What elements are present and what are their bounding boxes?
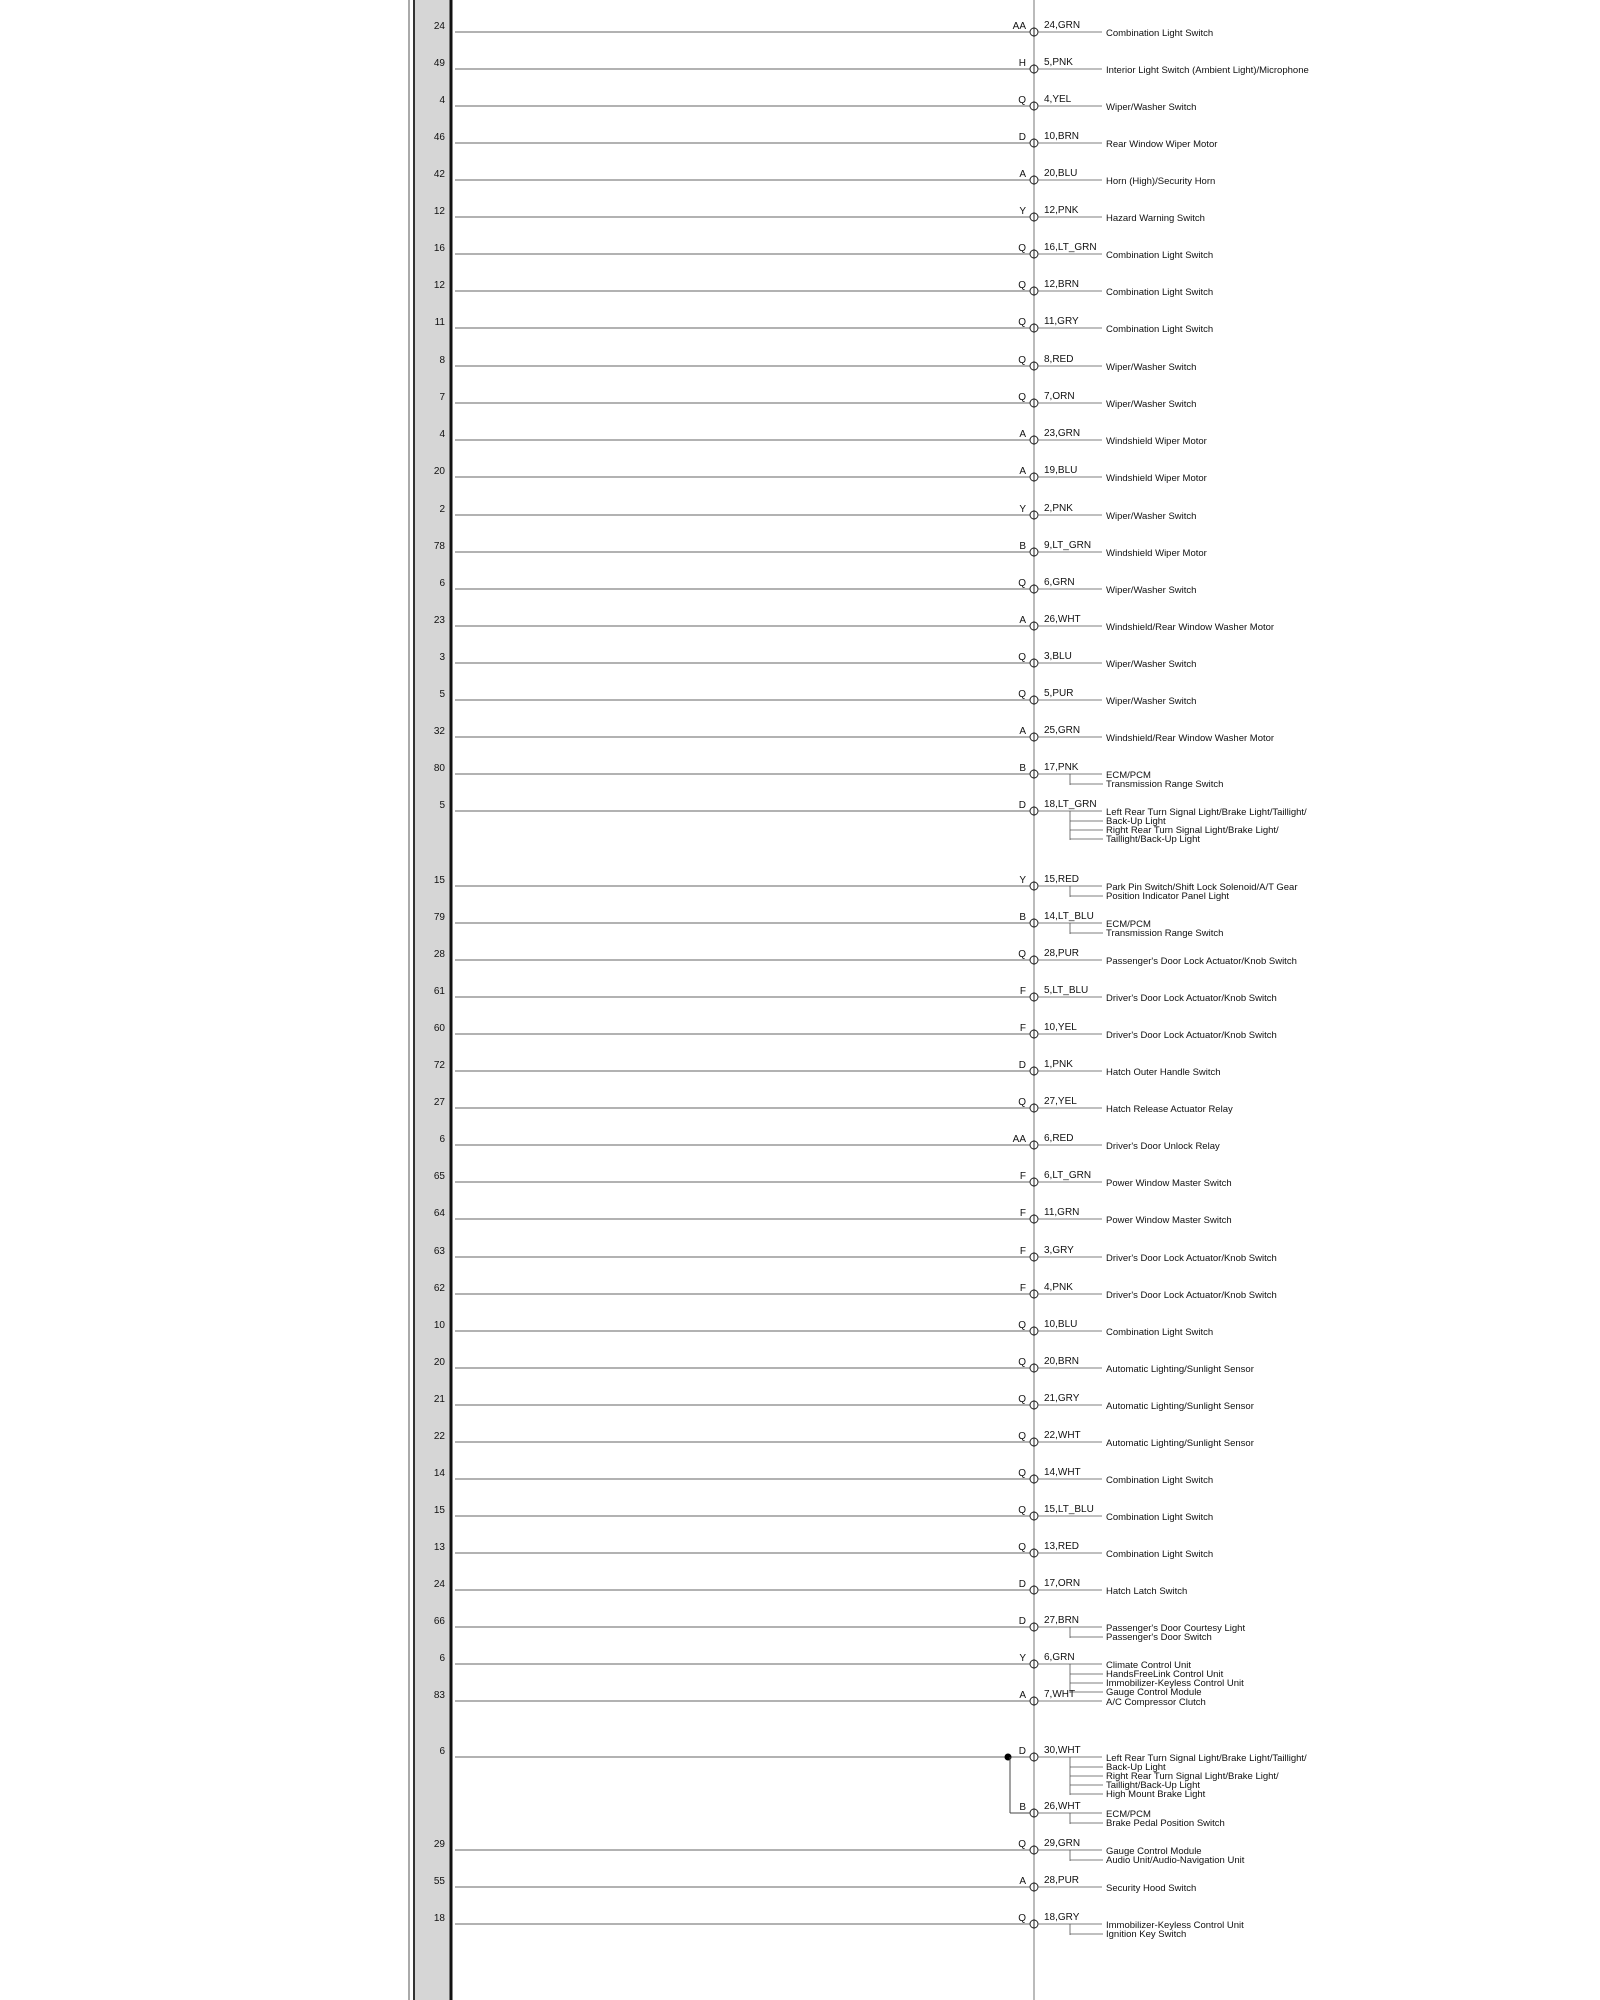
wire-label: 11,GRN <box>1044 1207 1080 1218</box>
destination-label: Right Rear Turn Signal Light/Brake Light/ <box>1106 1771 1279 1782</box>
pin-number: 12 <box>433 206 445 217</box>
wire-label: 4,PNK <box>1044 1282 1073 1293</box>
connector-code: D <box>1018 1616 1026 1627</box>
pin-number: 20 <box>433 466 445 477</box>
connector-code: Q <box>1018 243 1026 254</box>
destination-label: Power Window Master Switch <box>1106 1178 1232 1189</box>
destination-label: HandsFreeLink Control Unit <box>1106 1669 1224 1680</box>
destination-label: Combination Light Switch <box>1106 1549 1214 1560</box>
connector-code: Q <box>1018 1097 1026 1108</box>
destination-label: Driver's Door Lock Actuator/Knob Switch <box>1106 993 1277 1004</box>
wire-label: 28,PUR <box>1044 948 1080 959</box>
connector-code: B <box>1019 541 1026 552</box>
pin-number: 24 <box>433 21 445 32</box>
destination-label: Gauge Control Module <box>1106 1846 1202 1857</box>
connector-code: F <box>1019 1208 1026 1219</box>
pin-number: 60 <box>433 1023 445 1034</box>
pin-number: 20 <box>433 1357 445 1368</box>
destination-label: Driver's Door Lock Actuator/Knob Switch <box>1106 1253 1277 1264</box>
destination-label: Passenger's Door Switch <box>1106 1632 1212 1643</box>
connector-code: F <box>1019 1171 1026 1182</box>
wire-label: 6,LT_GRN <box>1044 1170 1092 1181</box>
destination-label: Climate Control Unit <box>1106 1660 1191 1671</box>
destination-label: Passenger's Door Lock Actuator/Knob Switch <box>1106 956 1297 967</box>
pin-number: 29 <box>433 1839 445 1850</box>
destination-label: Driver's Door Unlock Relay <box>1106 1141 1220 1152</box>
wire-label: 10,BRN <box>1044 131 1080 142</box>
destination-label: High Mount Brake Light <box>1106 1789 1206 1800</box>
connector-code: Q <box>1018 1431 1026 1442</box>
pin-number: 14 <box>433 1468 445 1479</box>
wire-label: 15,RED <box>1044 874 1080 885</box>
pin-number: 62 <box>433 1283 445 1294</box>
connector-code: Q <box>1018 1913 1026 1924</box>
destination-label: Hatch Latch Switch <box>1106 1586 1188 1597</box>
destination-label: Wiper/Washer Switch <box>1106 399 1197 410</box>
wire-label: 4,YEL <box>1044 94 1072 105</box>
wire-label: 19,BLU <box>1044 465 1078 476</box>
destination-label: Left Rear Turn Signal Light/Brake Light/Taillight/ <box>1106 807 1307 818</box>
connector-code: Q <box>1018 280 1026 291</box>
destination-label: Hazard Warning Switch <box>1106 213 1205 224</box>
pin-number: 12 <box>433 280 445 291</box>
pin-number: 49 <box>433 58 445 69</box>
wire-label: 5,PNK <box>1044 57 1073 68</box>
pin-number: 64 <box>433 1208 445 1219</box>
destination-label: ECM/PCM <box>1106 1809 1151 1820</box>
destination-label: Automatic Lighting/Sunlight Sensor <box>1106 1401 1254 1412</box>
pin-number: 18 <box>433 1913 445 1924</box>
destination-label: Transmission Range Switch <box>1106 928 1224 939</box>
wire-label: 14,WHT <box>1044 1467 1081 1478</box>
connector-code: A <box>1019 1876 1026 1887</box>
destination-label: Combination Light Switch <box>1106 1475 1214 1486</box>
wire-label: 18,GRY <box>1044 1912 1080 1923</box>
wire-label: 5,LT_BLU <box>1044 985 1089 996</box>
pin-number: 23 <box>433 615 445 626</box>
pin-number: 28 <box>433 949 445 960</box>
connector-code: F <box>1019 986 1026 997</box>
destination-label: Taillight/Back-Up Light <box>1106 1780 1200 1791</box>
destination-label: Immobilizer-Keyless Control Unit <box>1106 1920 1244 1931</box>
wire-label: 8,RED <box>1044 354 1074 365</box>
pin-number: 42 <box>433 169 445 180</box>
wire-label: 15,LT_BLU <box>1044 1504 1094 1515</box>
destination-label: Hatch Outer Handle Switch <box>1106 1067 1221 1078</box>
destination-label: A/C Compressor Clutch <box>1106 1697 1206 1708</box>
destination-label: ECM/PCM <box>1106 770 1151 781</box>
connector-code: F <box>1019 1246 1026 1257</box>
wire-label: 27,BRN <box>1044 1615 1080 1626</box>
pin-number: 6 <box>439 1134 445 1145</box>
destination-label: Combination Light Switch <box>1106 28 1214 39</box>
wire-label: 26,WHT <box>1044 1801 1081 1812</box>
connector-code: Y <box>1019 1653 1026 1664</box>
connector-code: Q <box>1018 1468 1026 1479</box>
destination-label: ECM/PCM <box>1106 919 1151 930</box>
destination-label: Hatch Release Actuator Relay <box>1106 1104 1233 1115</box>
pin-number: 4 <box>439 95 445 106</box>
destination-label: Audio Unit/Audio-Navigation Unit <box>1106 1855 1245 1866</box>
destination-label: Power Window Master Switch <box>1106 1215 1232 1226</box>
wire-label: 22,WHT <box>1044 1430 1081 1441</box>
destination-label: Combination Light Switch <box>1106 250 1214 261</box>
connector-code: D <box>1018 800 1026 811</box>
destination-label: Interior Light Switch (Ambient Light)/Microphone <box>1106 65 1309 76</box>
destination-label: Transmission Range Switch <box>1106 779 1224 790</box>
destination-label: Driver's Door Lock Actuator/Knob Switch <box>1106 1290 1277 1301</box>
wire-label: 17,PNK <box>1044 762 1079 773</box>
pin-number: 32 <box>433 726 445 737</box>
destination-label: Position Indicator Panel Light <box>1106 891 1230 902</box>
connector-code: Q <box>1018 1505 1026 1516</box>
connector-code: Q <box>1018 1320 1026 1331</box>
connector-code: A <box>1019 466 1026 477</box>
wire-label: 16,LT_GRN <box>1044 242 1097 253</box>
pin-number: 8 <box>439 355 445 366</box>
connector-code: Q <box>1018 317 1026 328</box>
connector-code: A <box>1019 615 1026 626</box>
pin-number: 24 <box>433 1579 445 1590</box>
destination-label: Windshield/Rear Window Washer Motor <box>1106 622 1275 633</box>
destination-label: Windshield Wiper Motor <box>1106 436 1207 447</box>
connector-code: B <box>1019 763 1026 774</box>
destination-label: Ignition Key Switch <box>1106 1929 1187 1940</box>
destination-label: Wiper/Washer Switch <box>1106 659 1197 670</box>
pin-number: 6 <box>439 578 445 589</box>
connector-code: Y <box>1019 504 1026 515</box>
connector-code: Q <box>1018 1394 1026 1405</box>
destination-label: Park Pin Switch/Shift Lock Solenoid/A/T Gear <box>1106 882 1298 893</box>
connector-code: Q <box>1018 689 1026 700</box>
destination-label: Driver's Door Lock Actuator/Knob Switch <box>1106 1030 1277 1041</box>
wire-label: 17,ORN <box>1044 1578 1081 1589</box>
wire-label: 10,YEL <box>1044 1022 1077 1033</box>
pin-number: 80 <box>433 763 445 774</box>
connector-code: H <box>1018 58 1026 69</box>
wire-label: 24,GRN <box>1044 20 1081 31</box>
wire-label: 3,GRY <box>1044 1245 1074 1256</box>
wire-label: 6,GRN <box>1044 1652 1075 1663</box>
wire-label: 9,LT_GRN <box>1044 540 1092 551</box>
pin-number: 10 <box>433 1320 445 1331</box>
pin-number: 78 <box>433 541 445 552</box>
pin-number: 46 <box>433 132 445 143</box>
pin-number: 4 <box>439 429 445 440</box>
connector-code: Y <box>1019 875 1026 886</box>
destination-label: Security Hood Switch <box>1106 1883 1197 1894</box>
connector-code: AA <box>1012 21 1026 32</box>
wire-label: 18,LT_GRN <box>1044 799 1097 810</box>
pin-number: 15 <box>433 875 445 886</box>
connector-code: D <box>1018 1746 1026 1757</box>
wire-label: 13,RED <box>1044 1541 1080 1552</box>
wire-label: 1,PNK <box>1044 1059 1073 1070</box>
connector-code: Q <box>1018 652 1026 663</box>
wire-label: 25,GRN <box>1044 725 1081 736</box>
pin-number: 55 <box>433 1876 445 1887</box>
connector-code: Q <box>1018 392 1026 403</box>
destination-label: Combination Light Switch <box>1106 324 1214 335</box>
destination-label: Taillight/Back-Up Light <box>1106 834 1200 845</box>
pin-number: 22 <box>433 1431 445 1442</box>
connector-code: F <box>1019 1283 1026 1294</box>
connector-code: Q <box>1018 95 1026 106</box>
pin-number: 5 <box>439 800 445 811</box>
connector-code: B <box>1019 912 1026 923</box>
pin-number: 7 <box>439 392 445 403</box>
wire-label: 21,GRY <box>1044 1393 1080 1404</box>
connector-code: Q <box>1018 1542 1026 1553</box>
connector-code: AA <box>1012 1134 1026 1145</box>
connector-code: D <box>1018 132 1026 143</box>
connector-code: B <box>1019 1802 1026 1813</box>
destination-label: Gauge Control Module <box>1106 1687 1202 1698</box>
destination-label: Combination Light Switch <box>1106 1327 1214 1338</box>
pin-number: 83 <box>433 1690 445 1701</box>
destination-label: Brake Pedal Position Switch <box>1106 1818 1225 1829</box>
connector-code: Y <box>1019 206 1026 217</box>
wire-label: 7,ORN <box>1044 391 1075 402</box>
destination-label: Immobilizer-Keyless Control Unit <box>1106 1678 1244 1689</box>
pin-number: 21 <box>433 1394 445 1405</box>
connector-code: A <box>1019 726 1026 737</box>
wire-label: 5,PUR <box>1044 688 1074 699</box>
wire-label: 20,BLU <box>1044 168 1078 179</box>
connector-code: D <box>1018 1060 1026 1071</box>
pin-number: 66 <box>433 1616 445 1627</box>
destination-label: Back-Up Light <box>1106 1762 1166 1773</box>
pin-number: 11 <box>434 317 445 328</box>
wire-label: 6,RED <box>1044 1133 1074 1144</box>
pin-number: 5 <box>439 689 445 700</box>
destination-label: Right Rear Turn Signal Light/Brake Light/ <box>1106 825 1279 836</box>
wire-label: 6,GRN <box>1044 577 1075 588</box>
connector-code: A <box>1019 1690 1026 1701</box>
wire-label: 12,PNK <box>1044 205 1079 216</box>
connector-code: F <box>1019 1023 1026 1034</box>
wire-label: 27,YEL <box>1044 1096 1077 1107</box>
connector-code: A <box>1019 429 1026 440</box>
pin-number: 6 <box>439 1653 445 1664</box>
destination-label: Left Rear Turn Signal Light/Brake Light/Taillight/ <box>1106 1753 1307 1764</box>
destination-label: Windshield Wiper Motor <box>1106 548 1207 559</box>
wire-label: 3,BLU <box>1044 651 1072 662</box>
destination-label: Wiper/Washer Switch <box>1106 102 1197 113</box>
destination-label: Windshield Wiper Motor <box>1106 473 1207 484</box>
wire-label: 11,GRY <box>1044 316 1079 327</box>
destination-label: Wiper/Washer Switch <box>1106 585 1197 596</box>
wire-label: 7,WHT <box>1044 1689 1076 1700</box>
connector-code: Q <box>1018 949 1026 960</box>
wire-label: 26,WHT <box>1044 614 1081 625</box>
destination-label: Combination Light Switch <box>1106 1512 1214 1523</box>
destination-label: Automatic Lighting/Sunlight Sensor <box>1106 1364 1254 1375</box>
destination-label: Automatic Lighting/Sunlight Sensor <box>1106 1438 1254 1449</box>
destination-label: Rear Window Wiper Motor <box>1106 139 1218 150</box>
connector-code: Q <box>1018 578 1026 589</box>
pin-number: 72 <box>433 1060 445 1071</box>
wire-label: 29,GRN <box>1044 1838 1081 1849</box>
wire-label: 30,WHT <box>1044 1745 1081 1756</box>
destination-label: Windshield/Rear Window Washer Motor <box>1106 733 1275 744</box>
wire-label: 12,BRN <box>1044 279 1080 290</box>
pin-number: 15 <box>433 1505 445 1516</box>
pin-number: 61 <box>433 986 445 997</box>
pin-number: 79 <box>433 912 445 923</box>
wire-label: 23,GRN <box>1044 428 1081 439</box>
wire-label: 2,PNK <box>1044 503 1073 514</box>
destination-label: Wiper/Washer Switch <box>1106 511 1197 522</box>
pin-number: 63 <box>433 1246 445 1257</box>
connector-code: Q <box>1018 1357 1026 1368</box>
destination-label: Horn (High)/Security Horn <box>1106 176 1216 187</box>
pin-number: 13 <box>433 1542 445 1553</box>
connector-code: Q <box>1018 1839 1026 1850</box>
destination-label: Passenger's Door Courtesy Light <box>1106 1623 1246 1634</box>
pin-number: 65 <box>433 1171 445 1182</box>
pin-number: 27 <box>433 1097 445 1108</box>
wire-label: 28,PUR <box>1044 1875 1080 1886</box>
pin-number: 6 <box>439 1746 445 1757</box>
destination-label: Wiper/Washer Switch <box>1106 696 1197 707</box>
connector-code: Q <box>1018 355 1026 366</box>
wire-label: 20,BRN <box>1044 1356 1080 1367</box>
destination-label: Combination Light Switch <box>1106 287 1214 298</box>
pin-number: 16 <box>433 243 445 254</box>
wire-label: 10,BLU <box>1044 1319 1078 1330</box>
connector-code: D <box>1018 1579 1026 1590</box>
pin-number: 3 <box>439 652 445 663</box>
destination-label: Back-Up Light <box>1106 816 1166 827</box>
connector-code: A <box>1019 169 1026 180</box>
wire-label: 14,LT_BLU <box>1044 911 1094 922</box>
pin-number: 2 <box>439 504 445 515</box>
destination-label: Wiper/Washer Switch <box>1106 362 1197 373</box>
